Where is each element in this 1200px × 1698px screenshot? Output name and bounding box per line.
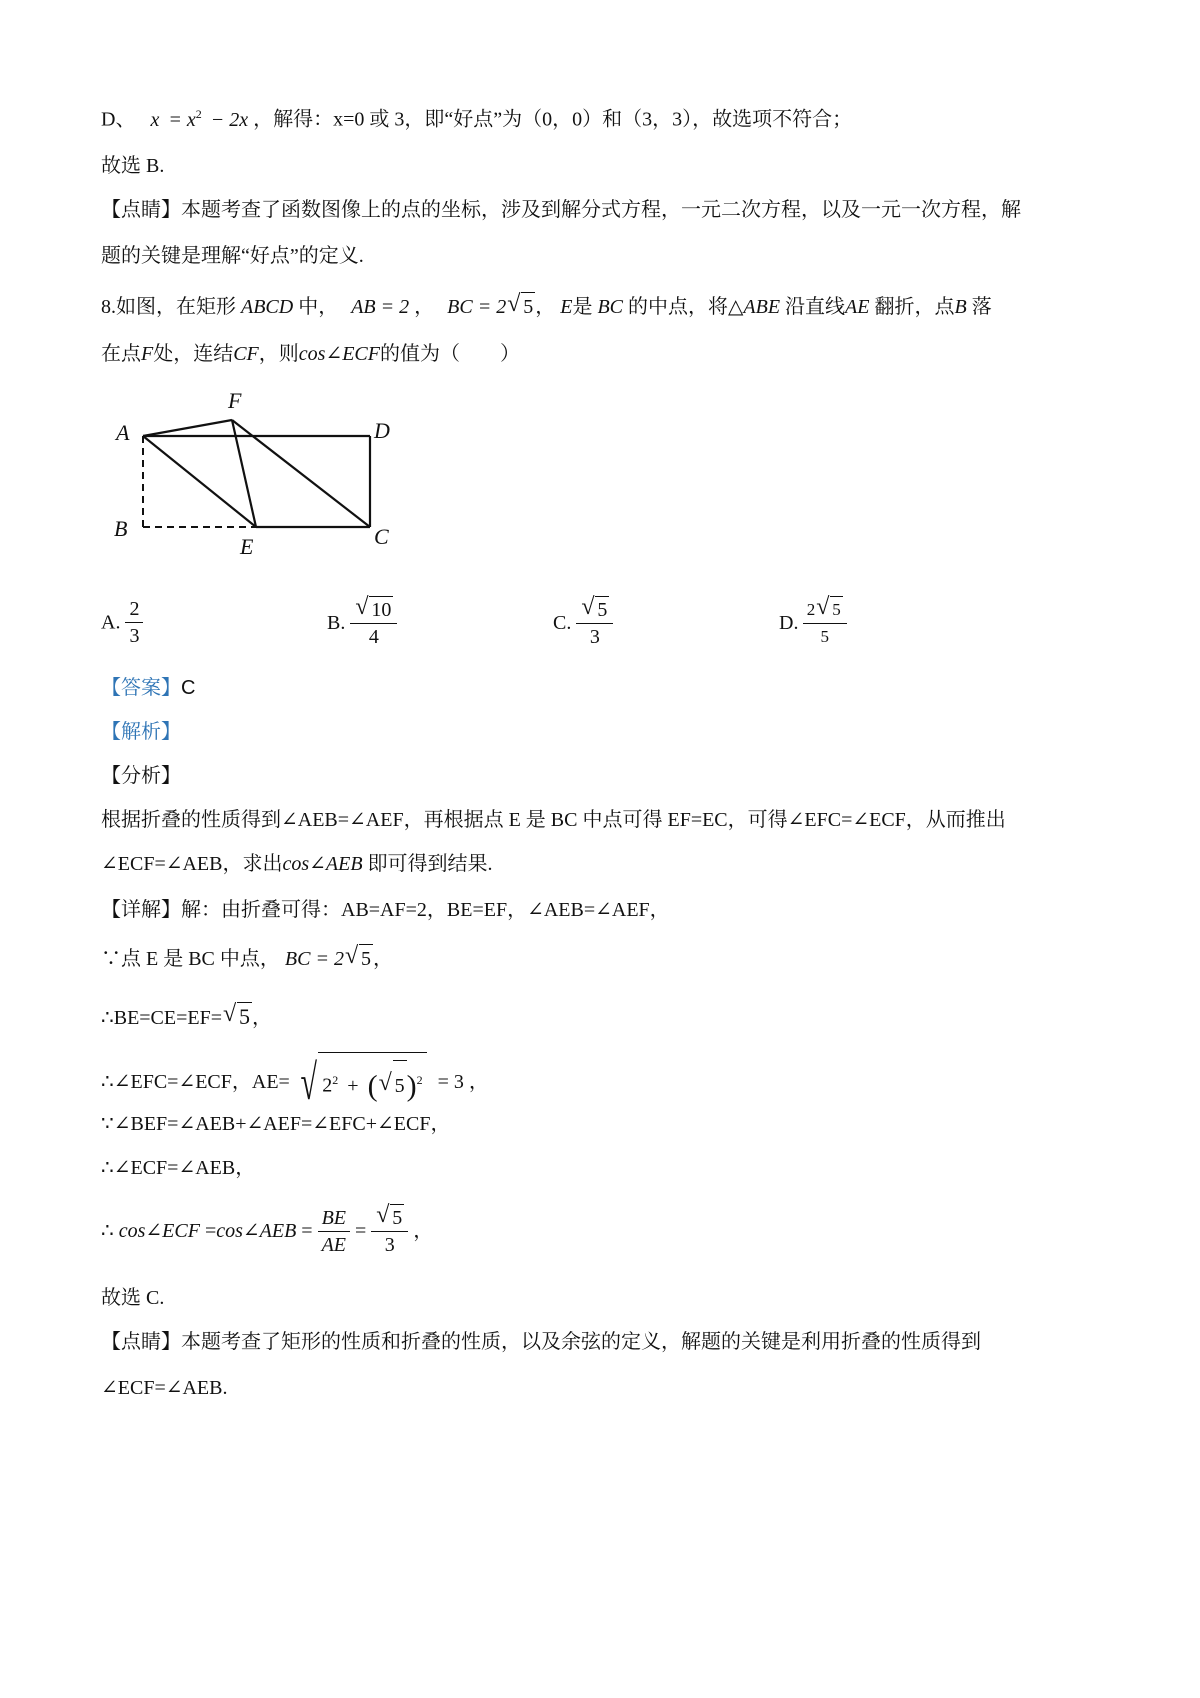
label-b: B	[114, 516, 128, 541]
sqrt: √ 5	[345, 944, 373, 973]
option-b	[327, 596, 397, 650]
question-number: 8.如图，在矩形	[101, 296, 236, 318]
sqrt: √ 5	[507, 292, 535, 321]
text: = 3	[437, 1070, 464, 1093]
option-c	[553, 596, 613, 650]
text: ∴	[101, 1220, 114, 1242]
text: 中，	[298, 296, 339, 318]
math-ab: AB = 2	[351, 296, 410, 318]
text: 沿直线	[785, 296, 846, 318]
text: 的中点，将△	[628, 296, 744, 318]
math-e: E	[560, 296, 573, 318]
text: 即可得到结果.	[367, 853, 493, 875]
note-tag: 【点睛】	[101, 199, 181, 221]
text: 处，连结	[153, 343, 234, 365]
text: ，	[535, 296, 556, 318]
text: ，	[372, 948, 393, 970]
final-choice: 故选 C.	[101, 1287, 165, 1309]
text: ，	[413, 1220, 434, 1242]
step2	[101, 1002, 272, 1032]
label-f: F	[228, 388, 242, 413]
label-e: E	[240, 534, 254, 559]
sqrt: √ 5	[223, 1002, 252, 1031]
text: ，则	[258, 343, 299, 365]
math-eq: = x	[168, 108, 196, 131]
math-f: F	[141, 343, 154, 365]
math-cos-ecf: cos∠ECF	[118, 1220, 200, 1242]
rectangle-fold-figure	[108, 388, 408, 568]
detail-line1	[101, 896, 670, 924]
math-ae: AE	[845, 296, 870, 318]
previous-note	[101, 196, 1021, 224]
step1	[101, 944, 393, 973]
text: 的值为（ ）	[379, 343, 520, 365]
segment-af	[143, 420, 232, 436]
fenxi-line2	[101, 850, 493, 878]
math-abe: ABE	[743, 296, 781, 318]
text: ∴∠EFC=∠ECF，AE=	[101, 1070, 290, 1093]
fraction: $\frac{2}{3}$	[125, 596, 143, 649]
math-cos-aeb: cos∠AEB	[216, 1220, 297, 1242]
fraction: $\frac{2√ 5}{5}$	[803, 596, 847, 650]
math-bc: BC = 2	[447, 296, 507, 318]
math-bc2: BC	[597, 296, 623, 318]
text: ，	[468, 1070, 489, 1093]
option-c-label: C.	[553, 612, 572, 634]
previous-note-line2: 题的关键是理解“好点”的定义.	[101, 245, 364, 267]
note-line2: ∠ECF=∠AEB.	[101, 1377, 228, 1399]
text: ，	[252, 1007, 273, 1029]
option-d	[779, 596, 847, 650]
label-d: D	[374, 418, 390, 443]
math-cos: cos∠ECF	[298, 343, 380, 365]
answer-value: C	[181, 677, 196, 699]
question-line2	[101, 340, 520, 368]
question-line1	[101, 292, 992, 321]
text: 解：由折叠可得：AB=AF=2，BE=EF，∠AEB=∠AEF，	[181, 899, 670, 921]
math-cf: CF	[233, 343, 259, 365]
answer-tag: 【答案】	[101, 677, 181, 699]
fraction: √ $\frac{10}{4}$	[350, 596, 397, 650]
text: 翻折，点	[874, 296, 955, 318]
text: 在点	[101, 343, 141, 365]
step5: ∴∠ECF=∠AEB，	[101, 1157, 256, 1179]
text: 落	[971, 296, 992, 318]
text: ∵点 E 是 BC 中点，	[101, 948, 280, 970]
math-rhs: − 2x	[210, 108, 249, 131]
fraction-result: √ $\frac{5}{3}$	[371, 1204, 408, 1258]
note-line1	[101, 1328, 981, 1356]
text: 是	[572, 296, 593, 318]
math-x: x	[150, 108, 160, 131]
math-eq: =	[301, 1220, 313, 1242]
math-bc: BC = 2	[284, 948, 344, 970]
option-d-label: D.	[779, 612, 799, 634]
note-tag: 【点睛】	[101, 1331, 181, 1353]
text: ∠ECF=∠AEB，求出	[101, 853, 283, 875]
note-text: 本题考查了函数图像上的点的坐标，涉及到解分式方程，一元二次方程，以及一元一次方程，解	[181, 199, 1021, 221]
answer-line	[101, 674, 195, 702]
math-b: B	[954, 296, 967, 318]
option-label: D、	[101, 108, 136, 131]
step4: ∵∠BEF=∠AEB+∠AEF=∠EFC+∠ECF，	[101, 1113, 451, 1135]
label-c: C	[374, 524, 389, 549]
label-a: A	[116, 420, 130, 445]
detail-tag: 【详解】	[101, 899, 181, 921]
option-a	[101, 596, 143, 649]
analysis-tag: 【解析】	[101, 721, 181, 743]
math-exp: 2	[195, 107, 202, 121]
fenxi-tag: 【分析】	[101, 765, 181, 787]
step3	[101, 1052, 489, 1112]
fraction-be-ae: $\frac{BE}{AE}$	[318, 1205, 350, 1258]
math-abcd: ABCD	[241, 296, 294, 318]
math-eq: =	[204, 1220, 217, 1242]
option-b-label: B.	[327, 612, 346, 634]
previous-answer: 故选 B.	[101, 155, 165, 177]
text: ，	[414, 296, 435, 318]
option-d-text: ，解得：x=0 或 3，即“好点”为（0，0）和（3，3），故选项不符合；	[253, 108, 853, 131]
option-d-previous	[101, 100, 852, 134]
fenxi-line1: 根据折叠的性质得到∠AEB=∠AEF，再根据点 E 是 BC 中点可得 EF=EC，可得∠EFC=∠ECF，从而推出	[101, 809, 1006, 831]
step6	[101, 1204, 433, 1258]
math-eq: =	[355, 1220, 367, 1242]
math-cos-aeb: cos∠AEB	[282, 853, 363, 875]
fraction: √ $\frac{5}{3}$	[576, 596, 613, 650]
note-text: 本题考查了矩形的性质和折叠的性质，以及余弦的定义，解题的关键是利用折叠的性质得到	[181, 1331, 981, 1353]
sqrt-large: √ $2^2$ + (√ 5)$^2$	[295, 1052, 427, 1112]
text: ∴BE=CE=EF=	[101, 1007, 223, 1029]
option-a-label: A.	[101, 611, 121, 634]
